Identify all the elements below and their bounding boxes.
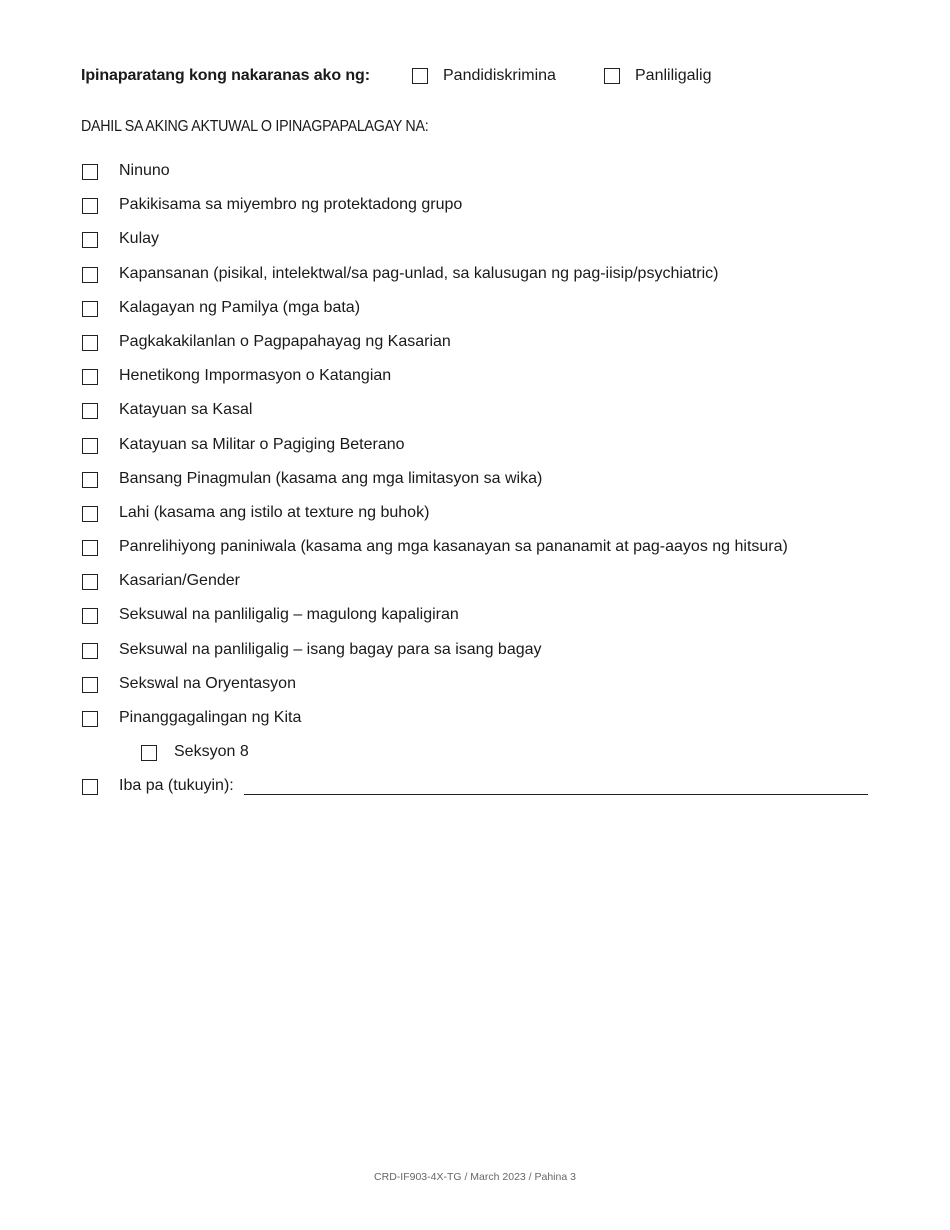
other-checkbox[interactable] xyxy=(82,779,98,795)
basis-options-list xyxy=(82,160,882,810)
option-military-status[interactable] xyxy=(82,434,882,468)
option-label: Kulay xyxy=(119,230,160,248)
option-checkbox[interactable] xyxy=(82,267,98,283)
option-sex-gender[interactable] xyxy=(82,570,882,604)
page-footer: CRD-IF903-4X-TG / March 2023 / Pahina 3 xyxy=(374,1171,576,1183)
option-sexual-orientation[interactable] xyxy=(82,673,882,707)
option-checkbox[interactable] xyxy=(82,608,98,624)
option-label: Bansang Pinagmulan (kasama ang mga limitasyon sa wika) xyxy=(119,469,543,487)
allegation-label: Ipinaparatang kong nakaranas ako ng: xyxy=(81,67,370,84)
option-marital-status[interactable] xyxy=(82,399,882,433)
option-color[interactable] xyxy=(82,228,882,262)
option-section-8[interactable] xyxy=(82,741,882,775)
option-religious-creed[interactable] xyxy=(82,536,882,570)
option-checkbox[interactable] xyxy=(82,677,98,693)
option-ancestry[interactable] xyxy=(82,160,882,194)
discrimination-checkbox[interactable] xyxy=(412,68,428,84)
option-race[interactable] xyxy=(82,502,882,536)
option-label: Seksuwal na panliligalig – magulong kapaligiran xyxy=(119,606,459,624)
option-national-origin[interactable] xyxy=(82,468,882,502)
option-checkbox[interactable] xyxy=(82,369,98,385)
option-label: Pakikisama sa miyembro ng protektadong grupo xyxy=(119,196,463,214)
option-checkbox[interactable] xyxy=(82,403,98,419)
option-checkbox[interactable] xyxy=(82,301,98,317)
option-checkbox[interactable] xyxy=(82,164,98,180)
option-label: Seksuwal na panliligalig – isang bagay para sa isang bagay xyxy=(119,640,542,658)
option-label: Katayuan sa Militar o Pagiging Beterano xyxy=(119,435,405,453)
other-specify-field[interactable] xyxy=(244,794,868,795)
option-label: Panrelihiyong paniniwala (kasama ang mga kasanayan sa pananamit at pag-aayos ng hitsura) xyxy=(119,538,788,556)
option-checkbox[interactable] xyxy=(82,506,98,522)
discrimination-label: Pandidiskrimina xyxy=(443,67,556,84)
option-label: Ninuno xyxy=(119,162,170,179)
other-label: Iba pa (tukuyin): xyxy=(119,777,234,795)
option-other[interactable] xyxy=(82,775,882,809)
option-quid-pro-quo[interactable] xyxy=(82,639,882,673)
option-checkbox[interactable] xyxy=(82,198,98,214)
allegation-row xyxy=(81,66,881,88)
option-label: Pinanggagalingan ng Kita xyxy=(119,709,302,726)
option-label: Pagkakakilanlan o Pagpapahayag ng Kasarian xyxy=(119,332,451,350)
option-hostile-environment[interactable] xyxy=(82,604,882,638)
option-checkbox[interactable] xyxy=(82,574,98,590)
option-label: Sekswal na Oryentasyon xyxy=(119,674,296,692)
section-heading: DAHIL SA AKING AKTUWAL O IPINAGPAPALAGAY NA: xyxy=(81,118,429,135)
option-label: Kasarian/Gender xyxy=(119,572,240,590)
option-label: Kalagayan ng Pamilya (mga bata) xyxy=(119,298,361,316)
harassment-label: Panliligalig xyxy=(635,67,712,84)
option-checkbox[interactable] xyxy=(82,232,98,248)
option-genetic-info[interactable] xyxy=(82,365,882,399)
option-label: Lahi (kasama ang istilo at texture ng buhok) xyxy=(119,503,430,521)
option-gender-identity[interactable] xyxy=(82,331,882,365)
harassment-checkbox[interactable] xyxy=(604,68,620,84)
option-checkbox[interactable] xyxy=(82,335,98,351)
option-checkbox[interactable] xyxy=(82,438,98,454)
option-label: Henetikong Impormasyon o Katangian xyxy=(119,367,392,385)
option-source-of-income[interactable] xyxy=(82,707,882,741)
option-label: Katayuan sa Kasal xyxy=(119,401,253,419)
option-disability[interactable] xyxy=(82,263,882,297)
option-association[interactable] xyxy=(82,194,882,228)
option-label: Seksyon 8 xyxy=(174,743,249,761)
option-checkbox[interactable] xyxy=(82,540,98,556)
option-familial-status[interactable] xyxy=(82,297,882,331)
option-checkbox[interactable] xyxy=(141,745,157,761)
harassment-option[interactable] xyxy=(604,67,712,85)
option-checkbox[interactable] xyxy=(82,711,98,727)
option-label: Kapansanan (pisikal, intelektwal/sa pag-unlad, sa kalusugan ng pag-iisip/psychiatric) xyxy=(119,264,719,282)
option-checkbox[interactable] xyxy=(82,643,98,659)
option-checkbox[interactable] xyxy=(82,472,98,488)
discrimination-option[interactable] xyxy=(412,67,556,85)
